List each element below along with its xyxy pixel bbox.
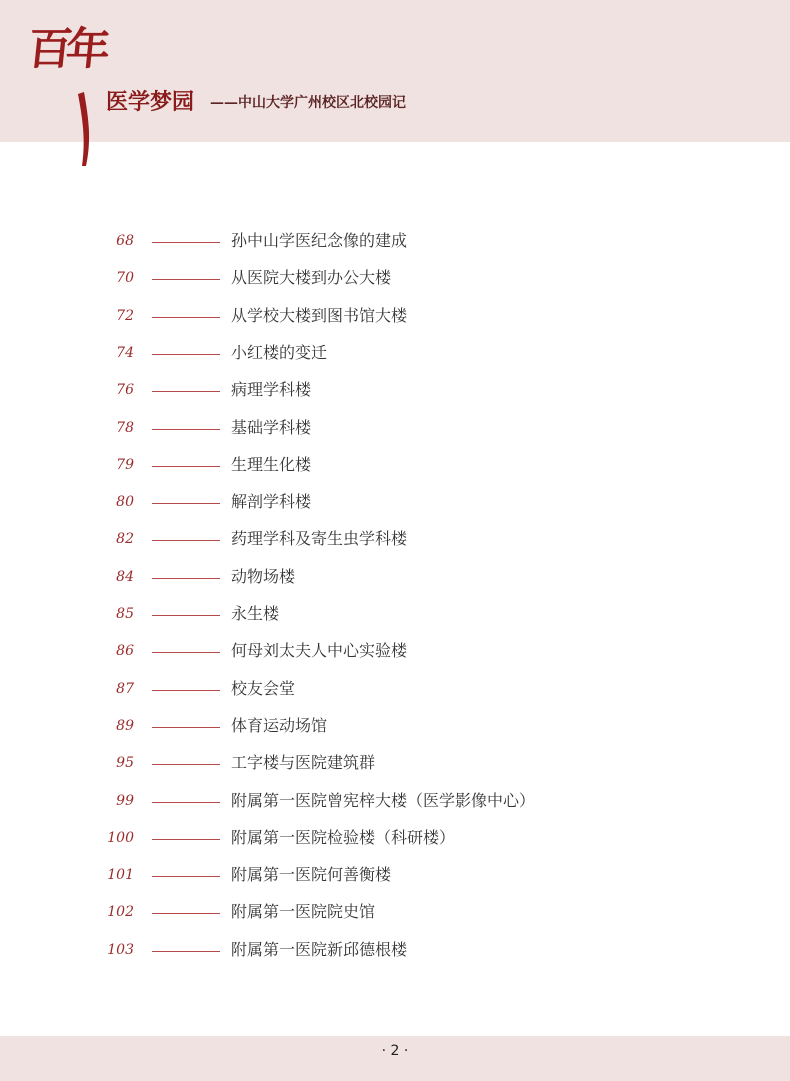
toc-leader-line bbox=[152, 913, 220, 914]
toc-page-number: 84 bbox=[116, 568, 134, 585]
page-number: · 2 · bbox=[381, 1043, 409, 1059]
toc-leader-line bbox=[152, 503, 220, 504]
toc-leader-line bbox=[152, 802, 220, 803]
header-title: 医学梦园 bbox=[106, 89, 195, 115]
toc-leader-line bbox=[152, 951, 220, 952]
toc-entry[interactable] bbox=[0, 411, 790, 448]
toc-title: 从医院大楼到办公大楼 bbox=[231, 268, 392, 288]
toc-entry[interactable] bbox=[0, 634, 790, 671]
toc-leader-line bbox=[152, 839, 220, 840]
toc-entry[interactable] bbox=[0, 560, 790, 597]
toc-page-number: 100 bbox=[107, 829, 134, 846]
toc-leader-line bbox=[152, 317, 220, 318]
toc-leader-line bbox=[152, 615, 220, 616]
toc-page-number: 101 bbox=[107, 867, 134, 884]
toc-leader-line bbox=[152, 391, 220, 392]
toc-page-number: 79 bbox=[116, 456, 134, 473]
toc-entry[interactable] bbox=[0, 224, 790, 261]
toc-page-number: 89 bbox=[116, 717, 134, 734]
toc-leader-line bbox=[152, 540, 220, 541]
toc-title: 病理学科楼 bbox=[231, 380, 312, 400]
toc-title: 解剖学科楼 bbox=[231, 492, 312, 512]
toc-leader-line bbox=[152, 466, 220, 467]
toc-title: 生理生化楼 bbox=[231, 454, 312, 474]
toc-title: 永生楼 bbox=[231, 604, 280, 623]
toc-leader-line bbox=[152, 727, 220, 728]
toc-entry[interactable] bbox=[0, 672, 790, 709]
toc-page-number: 99 bbox=[116, 792, 134, 809]
toc-page-number: 72 bbox=[116, 307, 134, 324]
toc-title: 体育运动场馆 bbox=[231, 715, 328, 735]
toc-leader-line bbox=[152, 578, 220, 579]
toc-page-number: 95 bbox=[116, 755, 134, 772]
page-header bbox=[0, 0, 790, 142]
toc-entry[interactable] bbox=[0, 373, 790, 410]
toc-entry[interactable] bbox=[0, 299, 790, 336]
toc-leader-line bbox=[152, 764, 220, 765]
toc-page-number: 85 bbox=[116, 606, 134, 622]
header-subtitle: ——中山大学广州校区北校园记 bbox=[210, 95, 406, 111]
toc-entry[interactable] bbox=[0, 522, 790, 559]
toc-entry[interactable] bbox=[0, 709, 790, 746]
toc-entry[interactable] bbox=[0, 261, 790, 298]
toc-entry[interactable] bbox=[0, 784, 790, 821]
toc-leader-line bbox=[152, 652, 220, 653]
calligraphy-logo: 百年 bbox=[25, 24, 107, 75]
toc-title: 小红楼的变迁 bbox=[231, 342, 328, 362]
toc-page-number: 78 bbox=[116, 419, 134, 436]
toc-title: 校友会堂 bbox=[231, 678, 296, 698]
toc-title: 动物场楼 bbox=[231, 566, 296, 586]
toc-title: 附属第一医院曾宪梓大楼（医学影像中心） bbox=[231, 790, 536, 810]
toc-entry[interactable] bbox=[0, 933, 790, 970]
toc-leader-line bbox=[152, 279, 220, 280]
toc-page-number: 82 bbox=[116, 531, 134, 548]
toc-leader-line bbox=[152, 690, 220, 691]
toc-entry[interactable] bbox=[0, 485, 790, 522]
toc-page-number: 74 bbox=[116, 344, 134, 361]
toc-page-number: 87 bbox=[116, 680, 134, 697]
toc-title: 药理学科及寄生虫学科楼 bbox=[231, 529, 408, 549]
toc-entry[interactable] bbox=[0, 448, 790, 485]
toc-page-number: 103 bbox=[107, 941, 134, 958]
page-footer bbox=[0, 1036, 790, 1081]
toc-title: 附属第一医院何善衡楼 bbox=[231, 865, 392, 885]
toc-entry[interactable] bbox=[0, 746, 790, 783]
toc-title: 附属第一医院院史馆 bbox=[231, 902, 376, 922]
toc-entry[interactable] bbox=[0, 895, 790, 932]
toc-title: 附属第一医院新邱德根楼 bbox=[231, 939, 408, 959]
toc-leader-line bbox=[152, 876, 220, 877]
toc-title: 从学校大楼到图书馆大楼 bbox=[231, 305, 408, 325]
toc-page-number: 68 bbox=[116, 233, 134, 249]
toc-title: 孙中山学医纪念像的建成 bbox=[231, 231, 408, 250]
toc-page-number: 80 bbox=[116, 494, 134, 511]
toc-leader-line bbox=[152, 242, 220, 243]
toc-title: 附属第一医院检验楼（科研楼） bbox=[231, 827, 456, 847]
toc-leader-line bbox=[152, 429, 220, 430]
toc-entry[interactable] bbox=[0, 336, 790, 373]
toc-leader-line bbox=[152, 354, 220, 355]
toc-entry[interactable] bbox=[0, 821, 790, 858]
toc-entry[interactable] bbox=[0, 858, 790, 895]
toc-title: 基础学科楼 bbox=[231, 417, 312, 437]
toc-page-number: 86 bbox=[116, 643, 134, 660]
toc-page-number: 76 bbox=[116, 382, 134, 399]
toc-title: 何母刘太夫人中心实验楼 bbox=[231, 641, 408, 661]
toc-page-number: 102 bbox=[107, 904, 134, 921]
toc-entry[interactable] bbox=[0, 597, 790, 634]
toc-page-number: 70 bbox=[116, 270, 134, 287]
toc-title: 工字楼与医院建筑群 bbox=[231, 753, 376, 773]
